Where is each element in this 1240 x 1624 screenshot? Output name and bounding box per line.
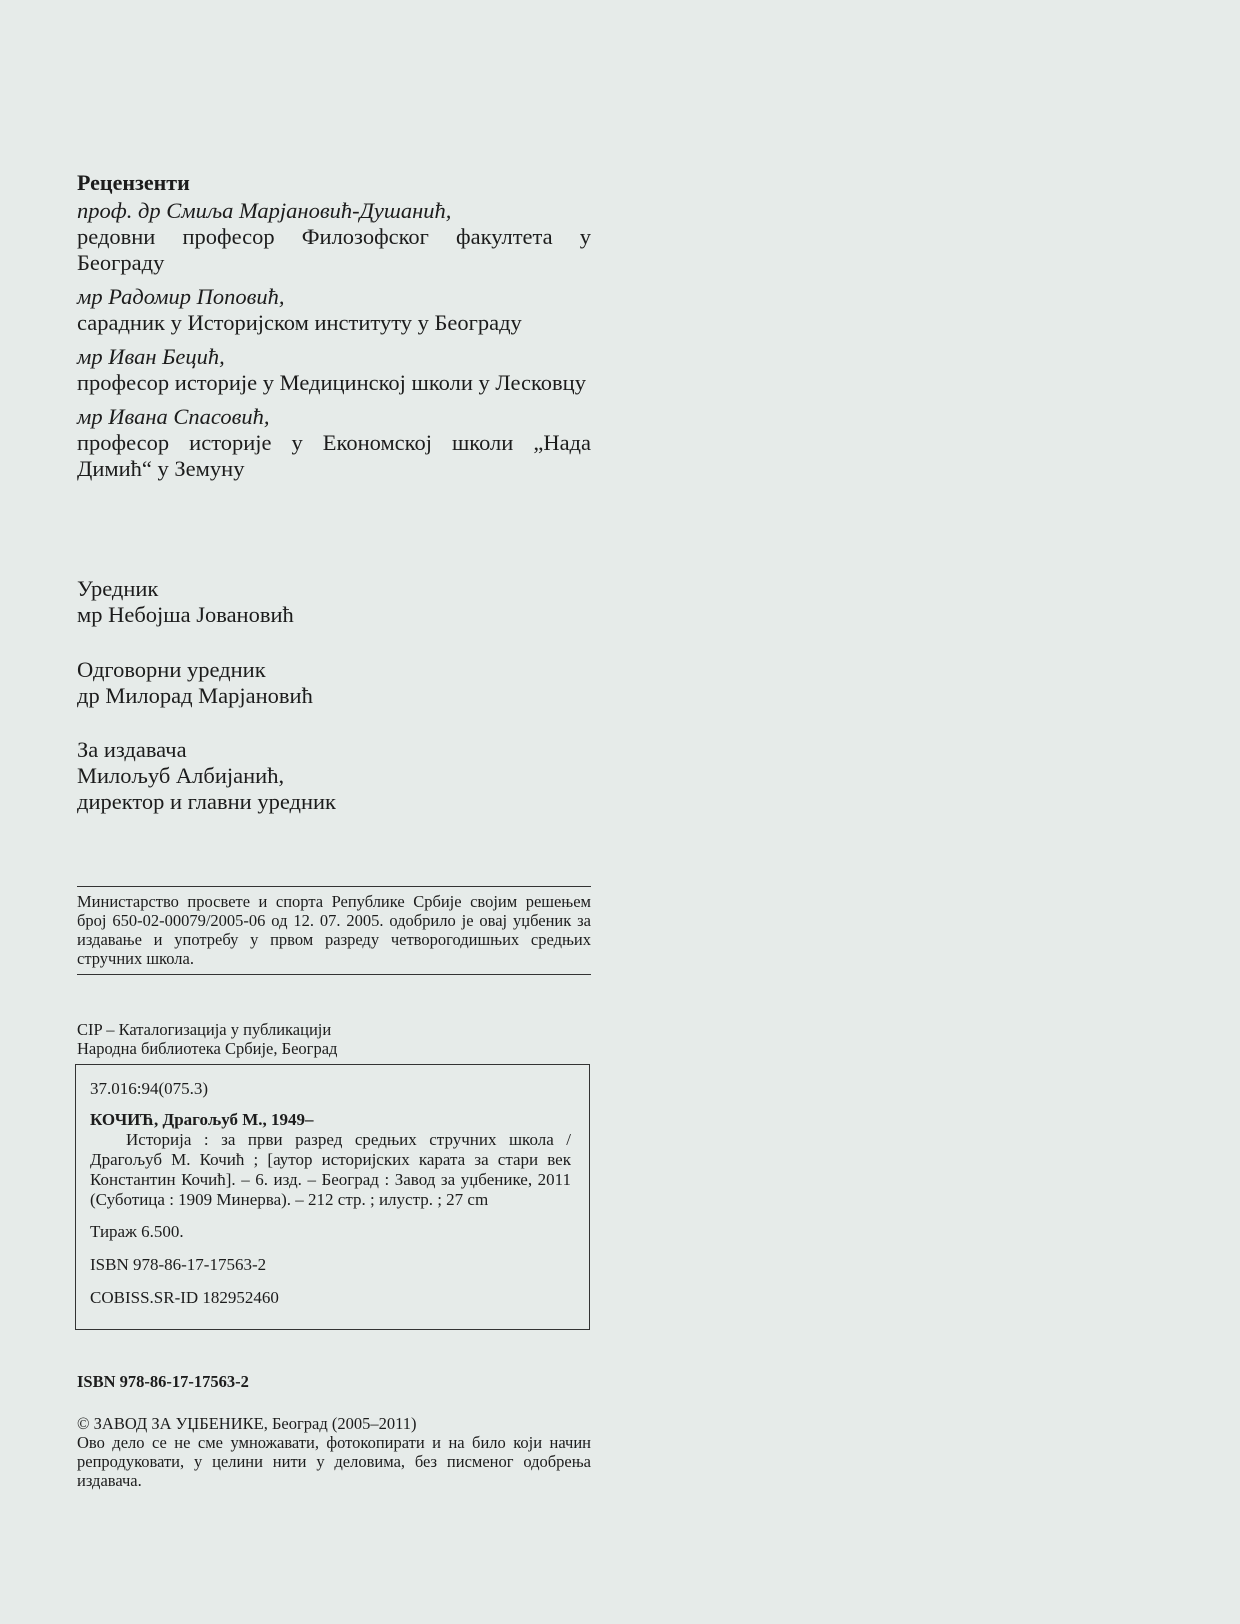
- reviewer-name: проф. др Смиља Марјановић-Душанић,: [77, 198, 452, 223]
- reviewer-entry: [77, 284, 591, 336]
- for-publisher-role: директор и главни уредник: [77, 789, 336, 814]
- reviewer-description: професор историје у Економској школи „Нада Димић“ у Земуну: [77, 430, 591, 481]
- copyright-block: [77, 1414, 591, 1490]
- cip-library: Народна библиотека Србије, Београд: [77, 1039, 338, 1058]
- editor-name: мр Небојша Јовановић: [77, 602, 294, 627]
- reviewer-description: сарадник у Историјском институту у Београду: [77, 310, 522, 335]
- reviewer-entry: [77, 344, 591, 396]
- reviewer-description: редовни професор Филозофског факултета у Београду: [77, 224, 591, 275]
- for-publisher-block: [77, 737, 591, 815]
- editor-label: Уредник: [77, 576, 159, 601]
- cip-header: [77, 1020, 591, 1058]
- reviewer-description: професор историје у Медицинској школи у Лесковцу: [77, 370, 586, 395]
- cip-record-box: [75, 1064, 590, 1330]
- responsible-editor-name: др Милорад Марјановић: [77, 683, 313, 708]
- reviewer-name: мр Ивана Спасовић,: [77, 404, 270, 429]
- reviewers-section: [77, 170, 591, 490]
- cip-description: Историја : за први разред средњих стручних школа / Драгољуб М. Кочић ; [аутор историјских карата за стари век Константин Кочић]. – 6. изд. – Београд : Завод за уџбенике, 2011 (Суботица : 1909 Минерва). – 212 стр. ; илустр. ; 27 cm: [90, 1130, 571, 1209]
- responsible-editor-block: [77, 657, 591, 709]
- cip-udc: 37.016:94(075.3): [90, 1079, 209, 1098]
- copyright-line: © ЗАВОД ЗА УЏБЕНИКЕ, Београд (2005–2011): [77, 1414, 417, 1433]
- editor-block: [77, 576, 591, 628]
- cip-isbn: ISBN 978-86-17-17563-2: [90, 1255, 267, 1274]
- cip-title: CIP – Каталогизација у публикацији: [77, 1020, 332, 1039]
- cip-print-run: Тираж 6.500.: [90, 1222, 184, 1241]
- reviewer-name: мр Радомир Поповић,: [77, 284, 285, 309]
- cip-author: КОЧИЋ, Драгољуб М., 1949–: [90, 1110, 314, 1129]
- reviewer-entry: [77, 198, 591, 276]
- for-publisher-name: Милољуб Албијанић,: [77, 763, 285, 788]
- responsible-editor-label: Одговорни уредник: [77, 657, 266, 682]
- ministry-approval-note: Министарство просвете и спорта Републике Србије својим решењем број 650-02-00079/2005-06 од 12. 07. 2005. одобрило је овај уџбеник за издавање и употребу у првом разреду четворогодишњих средњих стручних школа.: [77, 886, 591, 975]
- cip-cobiss: COBISS.SR-ID 182952460: [90, 1288, 279, 1307]
- copyright-notice: Ово дело се не сме умножавати, фотокопирати и на било који начин репродуковати, у целини нити у деловима, без писменог одобрења издавача.: [77, 1433, 591, 1490]
- reviewer-name: мр Иван Бецић,: [77, 344, 225, 369]
- for-publisher-label: За издавача: [77, 737, 187, 762]
- reviewer-entry: [77, 404, 591, 482]
- isbn: ISBN 978-86-17-17563-2: [77, 1372, 249, 1391]
- reviewers-heading: Рецензенти: [77, 170, 190, 195]
